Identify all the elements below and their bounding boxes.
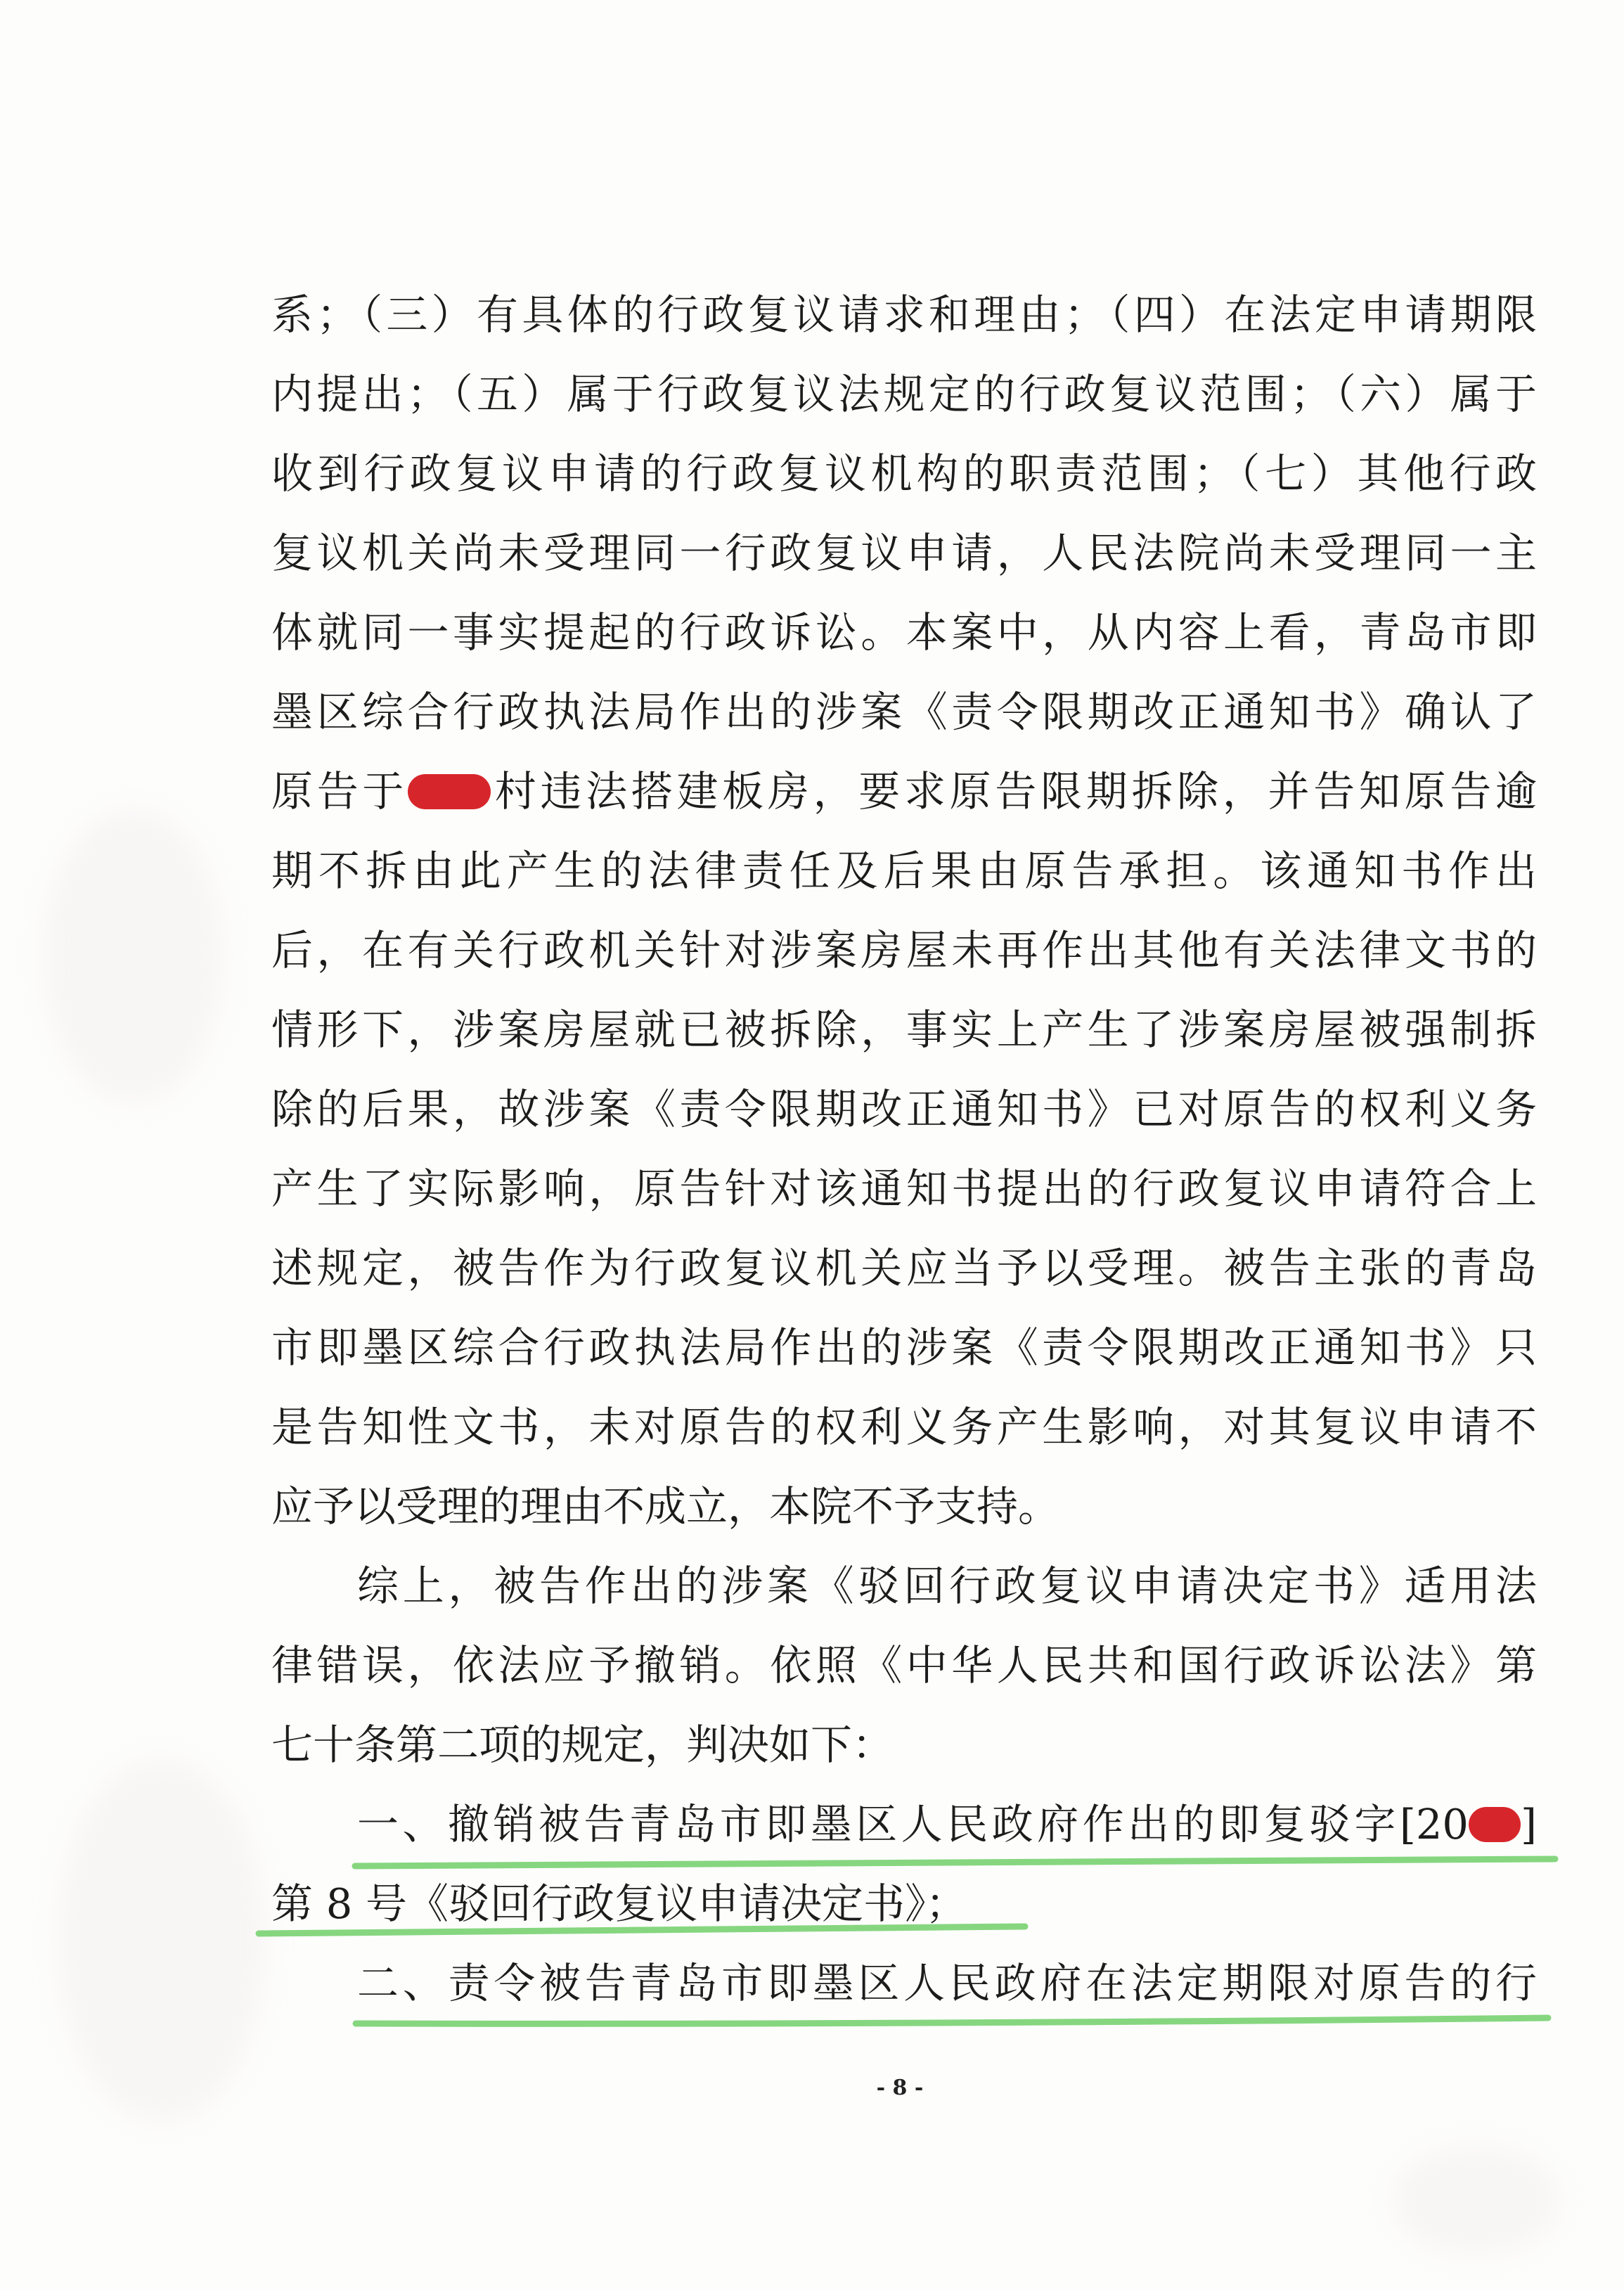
body-line: 体就同一事实提起的行政诉讼。本案中，从内容上看，青岛市即 [271, 608, 1537, 657]
redaction-mark [1469, 1807, 1521, 1842]
body-line: 系；（三）有具体的行政复议请求和理由；（四）在法定申请期限 [271, 290, 1537, 339]
judgment-item-1-line [271, 1784, 1537, 1864]
body-line: 情形下，涉案房屋就已被拆除，事实上产生了涉案房屋被强制拆 [271, 1005, 1537, 1054]
body-line-redacted [271, 752, 1537, 831]
line-text-after-redaction: ] [1520, 1800, 1537, 1848]
judgment-item-1-line: 第 8 号《驳回行政复议申请决定书》； [271, 1879, 967, 1928]
conclusion-paragraph-line: 综上，被告作出的涉案《驳回行政复议申请决定书》适用法 [357, 1562, 1537, 1610]
body-line: 应予以受理的理由不成立，本院不予支持。 [271, 1482, 1060, 1531]
line-text-before-redaction: 原告于 [271, 767, 408, 816]
body-line: 内提出；（五）属于行政复议法规定的行政复议范围；（六）属于 [271, 370, 1537, 418]
body-line: 产生了实际影响，原告针对该通知书提出的行政复议申请符合上 [271, 1164, 1537, 1213]
conclusion-paragraph-line: 七十条第二项的规定，判决如下： [271, 1720, 894, 1769]
body-line: 期不拆由此产生的法律责任及后果由原告承担。该通知书作出 [271, 847, 1537, 895]
line-text-before-redaction: 一、撤销被告青岛市即墨区人民政府作出的即复驳字[20 [357, 1800, 1469, 1848]
body-line: 市即墨区综合行政执法局作出的涉案《责令限期改正通知书》只 [271, 1323, 1537, 1372]
scan-stain [56, 1758, 267, 2123]
body-line: 墨区综合行政执法局作出的涉案《责令限期改正通知书》确认了 [271, 688, 1537, 736]
scan-stain [1392, 2144, 1561, 2257]
body-line: 述规定，被告作为行政复议机关应当予以受理。被告主张的青岛 [271, 1244, 1537, 1292]
body-line: 后，在有关行政机关针对涉案房屋未再作出其他有关法律文书的 [271, 926, 1537, 974]
body-line: 是告知性文书，未对原告的权利义务产生影响，对其复议申请不 [271, 1403, 1537, 1451]
judgment-item-2-line: 二、责令被告青岛市即墨区人民政府在法定期限对原告的行 [357, 1959, 1537, 2007]
redaction-mark [408, 774, 491, 809]
body-line: 除的后果，故涉案《责令限期改正通知书》已对原告的权利义务 [271, 1085, 1537, 1133]
judgment-body-text [271, 275, 1537, 2023]
scan-stain [42, 809, 225, 1104]
body-line: 复议机关尚未受理同一行政复议申请，人民法院尚未受理同一主 [271, 529, 1537, 577]
body-line: 收到行政复议申请的行政复议机构的职责范围；（七）其他行政 [271, 449, 1537, 498]
conclusion-paragraph-line: 律错误，依法应予撤销。依照《中华人民共和国行政诉讼法》第 [271, 1641, 1537, 1690]
page-number: - 8 - [876, 2076, 924, 2100]
line-text-after-redaction: 村违法搭建板房，要求原告限期拆除，并告知原告逾 [491, 767, 1537, 816]
